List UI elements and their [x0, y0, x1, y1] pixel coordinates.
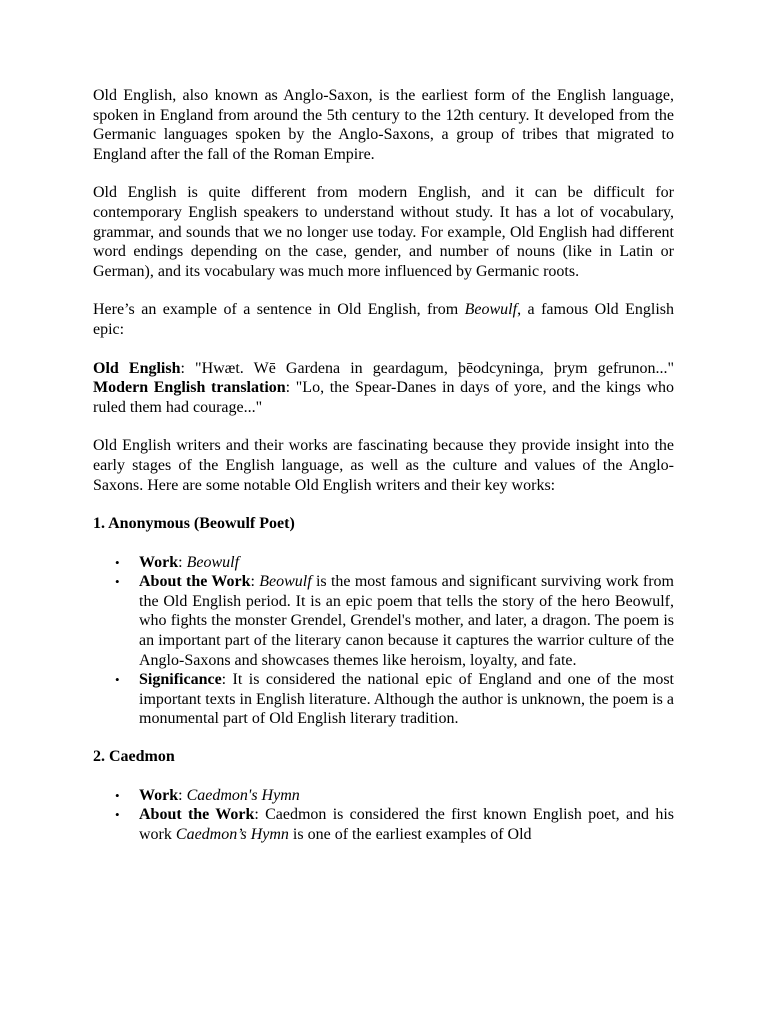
- work-label: Work: [139, 786, 179, 804]
- work-title: Caedmon's Hymn: [186, 786, 300, 804]
- modern-translation-label: Modern English translation: [93, 379, 286, 397]
- list-item-about: [115, 805, 674, 844]
- old-english-label: Old English: [93, 359, 181, 377]
- example-paragraph: [93, 359, 674, 418]
- about-separator: :: [250, 573, 260, 591]
- list-item-significance: [115, 670, 674, 729]
- old-english-quote: : "Hwæt. Wē Gardena in geardagum, þēodcyninga, þrym gefrunon...": [180, 359, 674, 377]
- beowulf-poet-list: [93, 553, 674, 729]
- section-heading-beowulf-poet: 1. Anonymous (Beowulf Poet): [93, 515, 295, 533]
- bullet-icon: •: [115, 807, 120, 823]
- bullet-icon: •: [115, 574, 120, 590]
- about-title: Beowulf: [259, 573, 312, 591]
- about-label: About the Work: [139, 573, 251, 591]
- about-text: is the most famous and significant surviving work from the Old English period. It is an epic poem that tells the story of the hero Beowulf, who fights the monster Grendel, Grendel's mother, and later, a dragon. The poem is an important part of the literary canon because it captures the warrior culture of the Anglo-Saxons and showcases themes like heroism, loyalty, and fate.: [139, 573, 674, 669]
- modern-translation-quote: : "Lo, the Spear-Danes in days of yore, and the kings who ruled them had courage...": [93, 379, 675, 416]
- intro-paragraph: Old English, also known as Anglo-Saxon, is the earliest form of the English language, spoken in England from around the 5th century to the 12th century. It developed from the Germanic languages spoken by the Anglo-Saxons, a group of tribes that migrated to England after the fall of the Roman Empire.: [93, 87, 674, 163]
- example-intro-text: Here’s an example of a sentence in Old English, from: [93, 301, 465, 319]
- list-item-work: [115, 553, 674, 573]
- significance-label: Significance: [139, 671, 222, 689]
- example-intro-text-end: , a famous Old English epic:: [93, 301, 675, 338]
- bullet-icon: •: [115, 787, 120, 803]
- list-item-about: [115, 572, 674, 670]
- significance-text: : It is considered the national epic of England and one of the most important texts in English literature. Although the author is unknown, the poem is a monumental part of Old English literary tradition.: [139, 671, 674, 728]
- work-separator: :: [178, 553, 187, 571]
- bullet-icon: •: [115, 554, 120, 570]
- writers-intro-paragraph: Old English writers and their works are fascinating because they provide insight into the early stages of the English language, as well as the culture and values of the Anglo-Saxons. Here are some notable Old English writers and their key works:: [93, 437, 674, 494]
- document-page: [93, 86, 674, 862]
- bullet-icon: •: [115, 672, 120, 688]
- about-title: Caedmon’s Hymn: [175, 825, 289, 843]
- beowulf-title: Beowulf: [464, 301, 518, 319]
- about-text-end: is one of the earliest examples of Old: [288, 825, 532, 843]
- work-separator: :: [178, 786, 187, 804]
- list-item-work: [115, 786, 674, 806]
- about-text: : Caedmon is considered the first known English poet, and his work: [139, 806, 674, 843]
- about-label: About the Work: [139, 806, 255, 824]
- section-heading-caedmon: 2. Caedmon: [93, 748, 175, 766]
- example-intro-paragraph: [93, 300, 674, 339]
- work-title: Beowulf: [186, 553, 240, 571]
- difference-paragraph: Old English is quite different from modern English, and it can be difficult for contemporary English speakers to understand without study. It has a lot of vocabulary, grammar, and sounds that we no longer use today. For example, Old English had different word endings depending on the case, gender, and number of nouns (like in Latin or German), and its vocabulary was much more influenced by Germanic roots.: [93, 184, 674, 280]
- caedmon-list: [93, 786, 674, 845]
- work-label: Work: [139, 553, 179, 571]
